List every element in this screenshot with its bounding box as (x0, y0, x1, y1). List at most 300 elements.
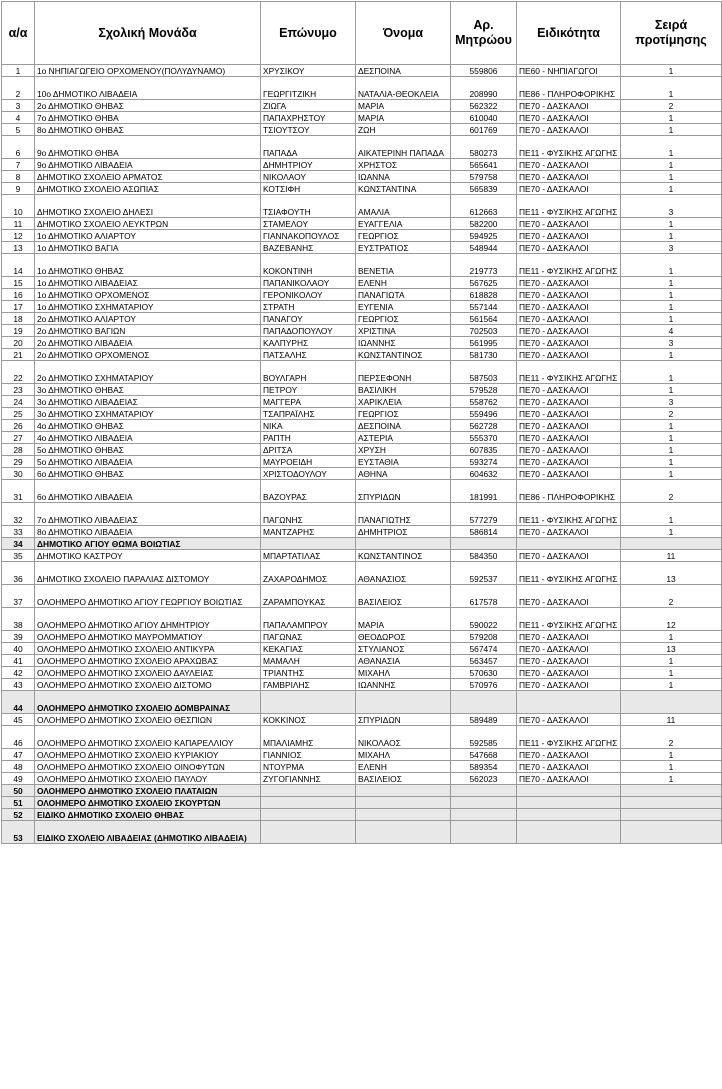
table-row (2, 480, 722, 503)
cell-preference: 1 (621, 218, 722, 230)
cell-name (356, 797, 451, 809)
cell-aa: 16 (2, 289, 35, 301)
cell-school: 4ο ΔΗΜΟΤΙΚΟ ΛΙΒΑΔΕΙΑ (35, 432, 261, 444)
cell-preference: 1 (621, 159, 722, 171)
cell-registry: 612663 (451, 195, 517, 218)
table-row (2, 785, 722, 797)
table-row (2, 301, 722, 313)
cell-aa: 39 (2, 631, 35, 643)
table-row (2, 726, 722, 749)
cell-aa: 53 (2, 821, 35, 844)
cell-name: ΕΥΣΤΑΘΙΑ (356, 456, 451, 468)
table-row (2, 313, 722, 325)
cell-registry: 570630 (451, 667, 517, 679)
cell-specialty (517, 809, 621, 821)
cell-aa: 14 (2, 254, 35, 277)
table-row (2, 361, 722, 384)
cell-preference: 1 (621, 655, 722, 667)
table-row (2, 761, 722, 773)
col-header-school: Σχολική Μονάδα (35, 2, 261, 65)
cell-registry: 208990 (451, 77, 517, 100)
cell-surname: ΠΑΠΑΔΑ (261, 136, 356, 159)
cell-name: ΔΕΣΠΟΙΝΑ (356, 420, 451, 432)
cell-registry: 579208 (451, 631, 517, 643)
cell-aa: 15 (2, 277, 35, 289)
cell-specialty: ΠΕ11 - ΦΥΣΙΚΗΣ ΑΓΩΓΗΣ (517, 195, 621, 218)
cell-surname (261, 691, 356, 714)
cell-school: 6ο ΔΗΜΟΤΙΚΟ ΘΗΒΑΣ (35, 468, 261, 480)
cell-preference: 1 (621, 384, 722, 396)
cell-surname: ΠΑΠΑΛΑΜΠΡΟΥ (261, 608, 356, 631)
cell-preference (621, 691, 722, 714)
cell-school: 1ο ΔΗΜΟΤΙΚΟ ΑΛΙΑΡΤΟΥ (35, 230, 261, 242)
cell-preference: 1 (621, 65, 722, 77)
cell-name: ΠΑΝΑΓΙΩΤΑ (356, 289, 451, 301)
cell-school: ΟΛΟΗΜΕΡΟ ΔΗΜΟΤΙΚΟ ΣΧΟΛΕΙΟ ΚΥΡΙΑΚΙΟΥ (35, 749, 261, 761)
cell-specialty (517, 797, 621, 809)
cell-surname (261, 797, 356, 809)
cell-aa: 37 (2, 585, 35, 608)
cell-aa: 18 (2, 313, 35, 325)
cell-surname: ΚΑΛΠΥΡΗΣ (261, 337, 356, 349)
cell-registry: 561995 (451, 337, 517, 349)
cell-name: ΔΕΣΠΟΙΝΑ (356, 65, 451, 77)
cell-preference (621, 797, 722, 809)
cell-registry: 563457 (451, 655, 517, 667)
cell-school: 4ο ΔΗΜΟΤΙΚΟ ΘΗΒΑΣ (35, 420, 261, 432)
table-row (2, 503, 722, 526)
cell-school: 1ο ΔΗΜΟΤΙΚΟ ΣΧΗΜΑΤΑΡΙΟΥ (35, 301, 261, 313)
cell-name: ΜΙΧΑΗΛ (356, 667, 451, 679)
cell-specialty: ΠΕ70 - ΔΑΣΚΑΛΟΙ (517, 396, 621, 408)
cell-school: 7ο ΔΗΜΟΤΙΚΟ ΘΗΒΑ (35, 112, 261, 124)
cell-registry: 594925 (451, 230, 517, 242)
cell-surname: ΒΑΖΕΒΑΝΗΣ (261, 242, 356, 254)
cell-specialty: ΠΕ70 - ΔΑΣΚΑΛΟΙ (517, 773, 621, 785)
cell-registry: 604632 (451, 468, 517, 480)
cell-specialty: ΠΕ70 - ΔΑΣΚΑΛΟΙ (517, 550, 621, 562)
cell-specialty: ΠΕ70 - ΔΑΣΚΑΛΟΙ (517, 432, 621, 444)
cell-aa: 3 (2, 100, 35, 112)
cell-registry (451, 821, 517, 844)
cell-registry: 580273 (451, 136, 517, 159)
cell-name: ΠΕΡΣΕΦΟΝΗ (356, 361, 451, 384)
cell-registry: 562023 (451, 773, 517, 785)
table-row (2, 456, 722, 468)
cell-specialty: ΠΕ70 - ΔΑΣΚΑΛΟΙ (517, 585, 621, 608)
cell-specialty: ΠΕ70 - ΔΑΣΚΑΛΟΙ (517, 218, 621, 230)
cell-registry: 559496 (451, 408, 517, 420)
cell-preference: 12 (621, 608, 722, 631)
cell-name: ΕΥΑΓΓΕΛΙΑ (356, 218, 451, 230)
table-row (2, 562, 722, 585)
cell-name: ΑΣΤΕΡΙΑ (356, 432, 451, 444)
cell-name: ΧΡΙΣΤΙΝΑ (356, 325, 451, 337)
cell-registry: 577279 (451, 503, 517, 526)
cell-surname: ΓΙΑΝΝΙΟΣ (261, 749, 356, 761)
cell-specialty: ΠΕ70 - ΔΑΣΚΑΛΟΙ (517, 325, 621, 337)
cell-surname: ΡΑΠΤΗ (261, 432, 356, 444)
cell-preference: 1 (621, 503, 722, 526)
table-row (2, 325, 722, 337)
cell-school: 2ο ΔΗΜΟΤΙΚΟ ΘΗΒΑΣ (35, 100, 261, 112)
cell-preference: 3 (621, 337, 722, 349)
cell-specialty: ΠΕ11 - ΦΥΣΙΚΗΣ ΑΓΩΓΗΣ (517, 254, 621, 277)
cell-school: ΟΛΟΗΜΕΡΟ ΔΗΜΟΤΙΚΟ ΣΧΟΛΕΙΟ ΚΑΠΑΡΕΛΛΙΟΥ (35, 726, 261, 749)
table-row (2, 655, 722, 667)
cell-preference: 1 (621, 77, 722, 100)
cell-name: ΑΘΑΝΑΣΙΑ (356, 655, 451, 667)
cell-aa: 22 (2, 361, 35, 384)
cell-name: ΕΥΣΤΡΑΤΙΟΣ (356, 242, 451, 254)
cell-specialty: ΠΕ70 - ΔΑΣΚΑΛΟΙ (517, 230, 621, 242)
cell-registry: 586814 (451, 526, 517, 538)
cell-surname: ΓΕΡΟΝΙΚΟΛΟΥ (261, 289, 356, 301)
cell-aa: 25 (2, 408, 35, 420)
cell-registry: 593274 (451, 456, 517, 468)
cell-school: ΔΗΜΟΤΙΚΟ ΚΑΣΤΡΟΥ (35, 550, 261, 562)
cell-school: 9ο ΔΗΜΟΤΙΚΟ ΛΙΒΑΔΕΙΑ (35, 159, 261, 171)
cell-school: 1ο ΝΗΠΙΑΓΩΓΕΙΟ ΟΡΧΟΜΕΝΟΥ(ΠΟΛΥΔΥΝΑΜΟ) (35, 65, 261, 77)
cell-preference: 1 (621, 230, 722, 242)
cell-registry: 590022 (451, 608, 517, 631)
cell-surname: ΜΑΜΑΛΗ (261, 655, 356, 667)
cell-aa: 43 (2, 679, 35, 691)
cell-school: 1ο ΔΗΜΟΤΙΚΟ ΛΙΒΑΔΕΙΑΣ (35, 277, 261, 289)
cell-preference: 1 (621, 254, 722, 277)
cell-surname: ΖΙΩΓΑ (261, 100, 356, 112)
cell-name: ΒΑΣΙΛΙΚΗ (356, 384, 451, 396)
cell-registry: 589354 (451, 761, 517, 773)
cell-school: 7ο ΔΗΜΟΤΙΚΟ ΛΙΒΑΔΕΙΑΣ (35, 503, 261, 526)
cell-surname: ΖΥΓΟΓΙΑΝΝΗΣ (261, 773, 356, 785)
cell-aa: 29 (2, 456, 35, 468)
cell-name: ΧΡΥΣΗ (356, 444, 451, 456)
table-row (2, 349, 722, 361)
cell-specialty: ΠΕ70 - ΔΑΣΚΑΛΟΙ (517, 349, 621, 361)
table-row (2, 526, 722, 538)
cell-school: 1ο ΔΗΜΟΤΙΚΟ ΒΑΓΙΑ (35, 242, 261, 254)
table-row (2, 691, 722, 714)
cell-specialty: ΠΕ70 - ΔΑΣΚΑΛΟΙ (517, 313, 621, 325)
cell-surname: ΚΟΚΟΝΤΙΝΗ (261, 254, 356, 277)
cell-preference: 2 (621, 726, 722, 749)
cell-school: 3ο ΔΗΜΟΤΙΚΟ ΛΙΒΑΔΕΙΑΣ (35, 396, 261, 408)
table-row (2, 444, 722, 456)
cell-preference (621, 809, 722, 821)
cell-preference: 1 (621, 432, 722, 444)
cell-registry: 562728 (451, 420, 517, 432)
cell-name: ΠΑΝΑΓΙΩΤΗΣ (356, 503, 451, 526)
cell-preference: 3 (621, 242, 722, 254)
cell-preference: 1 (621, 667, 722, 679)
table-row (2, 550, 722, 562)
cell-registry: 562322 (451, 100, 517, 112)
cell-specialty: ΠΕ70 - ΔΑΣΚΑΛΟΙ (517, 749, 621, 761)
cell-aa: 1 (2, 65, 35, 77)
cell-surname: ΓΑΜΒΡΙΛΗΣ (261, 679, 356, 691)
cell-surname: ΠΑΠΑΔΟΠΟΥΛΟΥ (261, 325, 356, 337)
cell-name: ΑΘΑΝΑΣΙΟΣ (356, 562, 451, 585)
cell-surname: ΒΟΥΛΓΑΡΗ (261, 361, 356, 384)
cell-registry: 610040 (451, 112, 517, 124)
cell-preference (621, 821, 722, 844)
cell-name: ΜΑΡΙΑ (356, 100, 451, 112)
cell-name: ΑΜΑΛΙΑ (356, 195, 451, 218)
cell-registry: 584350 (451, 550, 517, 562)
table-row (2, 112, 722, 124)
table-row (2, 337, 722, 349)
cell-aa: 27 (2, 432, 35, 444)
cell-aa: 33 (2, 526, 35, 538)
cell-surname: ΓΕΩΡΓΙΤΖΙΚΗ (261, 77, 356, 100)
cell-aa: 21 (2, 349, 35, 361)
cell-specialty: ΠΕ70 - ΔΑΣΚΑΛΟΙ (517, 301, 621, 313)
cell-preference: 2 (621, 408, 722, 420)
cell-specialty: ΠΕ70 - ΔΑΣΚΑΛΟΙ (517, 420, 621, 432)
cell-preference: 1 (621, 456, 722, 468)
table-row (2, 65, 722, 77)
cell-name: ΚΩΝΣΤΑΝΤΙΝΟΣ (356, 349, 451, 361)
cell-registry (451, 785, 517, 797)
cell-name: ΕΛΕΝΗ (356, 761, 451, 773)
cell-aa: 45 (2, 714, 35, 726)
cell-specialty: ΠΕ86 - ΠΛΗΡΟΦΟΡΙΚΗΣ (517, 77, 621, 100)
cell-name: ΘΕΟΔΩΡΟΣ (356, 631, 451, 643)
cell-school: ΟΛΟΗΜΕΡΟ ΔΗΜΟΤΙΚΟ ΣΧΟΛΕΙΟ ΔΑΥΛΕΙΑΣ (35, 667, 261, 679)
cell-preference: 11 (621, 550, 722, 562)
cell-aa: 8 (2, 171, 35, 183)
cell-aa: 41 (2, 655, 35, 667)
cell-aa: 13 (2, 242, 35, 254)
table-row (2, 124, 722, 136)
cell-preference (621, 785, 722, 797)
cell-aa: 6 (2, 136, 35, 159)
cell-name: ΕΥΓΕΝΙΑ (356, 301, 451, 313)
table-row (2, 159, 722, 171)
col-header-preference: Σειρά προτίμησης (621, 2, 722, 65)
cell-surname: ΠΑΓΩΝΗΣ (261, 503, 356, 526)
cell-specialty: ΠΕ70 - ΔΑΣΚΑΛΟΙ (517, 159, 621, 171)
cell-specialty: ΠΕ70 - ΔΑΣΚΑΛΟΙ (517, 289, 621, 301)
cell-surname (261, 809, 356, 821)
cell-preference (621, 538, 722, 550)
cell-registry (451, 691, 517, 714)
cell-specialty: ΠΕ11 - ΦΥΣΙΚΗΣ ΑΓΩΓΗΣ (517, 608, 621, 631)
cell-registry: 219773 (451, 254, 517, 277)
table-row (2, 171, 722, 183)
cell-surname: ΜΠΑΡΤΑΤΙΛΑΣ (261, 550, 356, 562)
cell-school: 2ο ΔΗΜΟΤΙΚΟ ΟΡΧΟΜΕΝΟΣ (35, 349, 261, 361)
table-row (2, 254, 722, 277)
cell-registry: 555370 (451, 432, 517, 444)
cell-preference: 11 (621, 714, 722, 726)
cell-registry: 559806 (451, 65, 517, 77)
table-row (2, 136, 722, 159)
cell-registry: 547668 (451, 749, 517, 761)
cell-specialty: ΠΕ70 - ΔΑΣΚΑΛΟΙ (517, 112, 621, 124)
cell-preference: 3 (621, 195, 722, 218)
cell-name: ΖΩΗ (356, 124, 451, 136)
cell-surname: ΜΠΑΛΙΑΜΗΣ (261, 726, 356, 749)
cell-specialty: ΠΕ11 - ΦΥΣΙΚΗΣ ΑΓΩΓΗΣ (517, 503, 621, 526)
cell-aa: 5 (2, 124, 35, 136)
table-row (2, 631, 722, 643)
cell-school: ΔΗΜΟΤΙΚΟ ΣΧΟΛΕΙΟ ΑΡΜΑΤΟΣ (35, 171, 261, 183)
table-row (2, 77, 722, 100)
cell-registry: 579758 (451, 171, 517, 183)
table-row (2, 242, 722, 254)
cell-preference: 1 (621, 420, 722, 432)
cell-preference: 1 (621, 749, 722, 761)
table-row (2, 821, 722, 844)
cell-surname: ΤΡΙΑΝΤΗΣ (261, 667, 356, 679)
cell-surname: ΖΑΧΑΡΟΔΗΜΟΣ (261, 562, 356, 585)
cell-specialty: ΠΕ70 - ΔΑΣΚΑΛΟΙ (517, 456, 621, 468)
cell-name: ΣΠΥΡΙΔΩΝ (356, 714, 451, 726)
cell-surname: ΝΤΟΥΡΜΑ (261, 761, 356, 773)
cell-name: ΒΑΣΙΛΕΙΟΣ (356, 585, 451, 608)
cell-aa: 40 (2, 643, 35, 655)
cell-registry: 565839 (451, 183, 517, 195)
cell-preference: 1 (621, 171, 722, 183)
cell-surname: ΣΤΑΜΕΛΟΥ (261, 218, 356, 230)
cell-registry: 702503 (451, 325, 517, 337)
cell-surname: ΤΣΙΟΥΤΣΟΥ (261, 124, 356, 136)
cell-specialty: ΠΕ70 - ΔΑΣΚΑΛΟΙ (517, 408, 621, 420)
cell-preference: 1 (621, 289, 722, 301)
cell-name: ΙΩΑΝΝΑ (356, 171, 451, 183)
cell-registry: 565641 (451, 159, 517, 171)
cell-registry: 617578 (451, 585, 517, 608)
cell-school: ΟΛΟΗΜΕΡΟ ΔΗΜΟΤΙΚΟ ΑΓΙΟΥ ΓΕΩΡΓΙΟΥ ΒΟΙΩΤΙΑΣ (35, 585, 261, 608)
cell-aa: 24 (2, 396, 35, 408)
cell-specialty: ΠΕ11 - ΦΥΣΙΚΗΣ ΑΓΩΓΗΣ (517, 361, 621, 384)
cell-preference: 1 (621, 526, 722, 538)
cell-preference: 1 (621, 183, 722, 195)
cell-surname: ΠΑΠΑΧΡΗΣΤΟΥ (261, 112, 356, 124)
cell-aa: 9 (2, 183, 35, 195)
cell-surname: ΠΑΓΩΝΑΣ (261, 631, 356, 643)
cell-specialty: ΠΕ70 - ΔΑΣΚΑΛΟΙ (517, 655, 621, 667)
cell-aa: 52 (2, 809, 35, 821)
cell-aa: 2 (2, 77, 35, 100)
cell-registry: 601769 (451, 124, 517, 136)
cell-school: 8ο ΔΗΜΟΤΙΚΟ ΛΙΒΑΔΕΙΑ (35, 526, 261, 538)
cell-registry: 581730 (451, 349, 517, 361)
cell-school: ΟΛΟΗΜΕΡΟ ΔΗΜΟΤΙΚΟ ΣΧΟΛΕΙΟ ΠΛΑΤΑΙΩΝ (35, 785, 261, 797)
col-header-registry: Αρ. Μητρώου (451, 2, 517, 65)
cell-preference: 1 (621, 349, 722, 361)
cell-surname: ΤΣΙΑΦΟΥΤΗ (261, 195, 356, 218)
cell-name: ΚΩΝΣΤΑΝΤΙΝΑ (356, 183, 451, 195)
cell-surname: ΓΙΑΝΝΑΚΟΠΟΥΛΟΣ (261, 230, 356, 242)
cell-registry: 548944 (451, 242, 517, 254)
cell-surname (261, 538, 356, 550)
cell-surname: ΔΗΜΗΤΡΙΟΥ (261, 159, 356, 171)
cell-surname: ΚΟΤΣΙΦΗ (261, 183, 356, 195)
cell-surname: ΚΕΚΑΓΙΑΣ (261, 643, 356, 655)
cell-aa: 42 (2, 667, 35, 679)
cell-preference: 1 (621, 444, 722, 456)
cell-surname: ΤΣΑΠΡΑΪΛΗΣ (261, 408, 356, 420)
table-row (2, 749, 722, 761)
cell-surname (261, 821, 356, 844)
cell-name (356, 821, 451, 844)
cell-specialty: ΠΕ70 - ΔΑΣΚΑΛΟΙ (517, 643, 621, 655)
cell-aa: 46 (2, 726, 35, 749)
cell-aa: 31 (2, 480, 35, 503)
cell-preference: 4 (621, 325, 722, 337)
cell-school: 8ο ΔΗΜΟΤΙΚΟ ΘΗΒΑΣ (35, 124, 261, 136)
cell-preference: 13 (621, 643, 722, 655)
cell-surname: ΖΑΡΑΜΠΟΥΚΑΣ (261, 585, 356, 608)
cell-registry: 579528 (451, 384, 517, 396)
cell-school: ΕΙΔΙΚΟ ΔΗΜΟΤΙΚΟ ΣΧΟΛΕΙΟ ΘΗΒΑΣ (35, 809, 261, 821)
table-row (2, 585, 722, 608)
cell-school: 2ο ΔΗΜΟΤΙΚΟ ΛΙΒΑΔΕΙΑ (35, 337, 261, 349)
cell-school: ΟΛΟΗΜΕΡΟ ΔΗΜΟΤΙΚΟ ΑΓΙΟΥ ΔΗΜΗΤΡΙΟΥ (35, 608, 261, 631)
cell-aa: 38 (2, 608, 35, 631)
cell-preference: 1 (621, 679, 722, 691)
cell-school: 3ο ΔΗΜΟΤΙΚΟ ΘΗΒΑΣ (35, 384, 261, 396)
assignments-table (1, 1, 722, 844)
cell-specialty (517, 538, 621, 550)
cell-name: ΣΤΥΛΙΑΝΟΣ (356, 643, 451, 655)
cell-name: ΒΕΝΕΤΙΑ (356, 254, 451, 277)
cell-preference: 1 (621, 112, 722, 124)
cell-aa: 48 (2, 761, 35, 773)
cell-preference: 2 (621, 100, 722, 112)
table-row (2, 408, 722, 420)
cell-specialty: ΠΕ70 - ΔΑΣΚΑΛΟΙ (517, 124, 621, 136)
table-row (2, 773, 722, 785)
cell-name: ΑΘΗΝΑ (356, 468, 451, 480)
cell-school: ΕΙΔΙΚΟ ΣΧΟΛΕΙΟ ΛΙΒΑΔΕΙΑΣ (ΔΗΜΟΤΙΚΟ ΛΙΒΑΔΕΙΑ) (35, 821, 261, 844)
cell-school: ΔΗΜΟΤΙΚΟ ΑΓΙΟΥ ΘΩΜΑ ΒΟΙΩΤΙΑΣ (35, 538, 261, 550)
cell-name: ΜΑΡΙΑ (356, 608, 451, 631)
cell-school: ΔΗΜΟΤΙΚΟ ΣΧΟΛΕΙΟ ΛΕΥΚΤΡΩΝ (35, 218, 261, 230)
cell-name: ΝΑΤΑΛΙΑ-ΘΕΟΚΛΕΙΑ (356, 77, 451, 100)
col-header-surname: Επώνυμο (261, 2, 356, 65)
cell-aa: 12 (2, 230, 35, 242)
cell-name: ΑΙΚΑΤΕΡΙΝΗ ΠΑΠΑΔΑ (356, 136, 451, 159)
cell-school: 2ο ΔΗΜΟΤΙΚΟ ΒΑΓΙΩΝ (35, 325, 261, 337)
table-row (2, 230, 722, 242)
table-row (2, 643, 722, 655)
cell-name (356, 809, 451, 821)
cell-aa: 35 (2, 550, 35, 562)
cell-specialty (517, 785, 621, 797)
cell-surname (261, 785, 356, 797)
cell-aa: 26 (2, 420, 35, 432)
cell-surname: ΠΕΤΡΟΥ (261, 384, 356, 396)
cell-name: ΣΠΥΡΙΔΩΝ (356, 480, 451, 503)
cell-surname: ΧΡΥΣΙΚΟΥ (261, 65, 356, 77)
cell-registry: 618828 (451, 289, 517, 301)
cell-school: ΔΗΜΟΤΙΚΟ ΣΧΟΛΕΙΟ ΑΣΩΠΙΑΣ (35, 183, 261, 195)
cell-registry: 587503 (451, 361, 517, 384)
cell-name (356, 785, 451, 797)
cell-specialty: ΠΕ70 - ΔΑΣΚΑΛΟΙ (517, 100, 621, 112)
cell-specialty: ΠΕ70 - ΔΑΣΚΑΛΟΙ (517, 337, 621, 349)
cell-school: ΔΗΜΟΤΙΚΟ ΣΧΟΛΕΙΟ ΔΗΛΕΣΙ (35, 195, 261, 218)
cell-name: ΧΡΗΣΤΟΣ (356, 159, 451, 171)
cell-name: ΜΑΡΙΑ (356, 112, 451, 124)
cell-specialty: ΠΕ60 - ΝΗΠΙΑΓΩΓΟΙ (517, 65, 621, 77)
cell-surname: ΝΙΚΑ (261, 420, 356, 432)
col-header-aa: α/α (2, 2, 35, 65)
